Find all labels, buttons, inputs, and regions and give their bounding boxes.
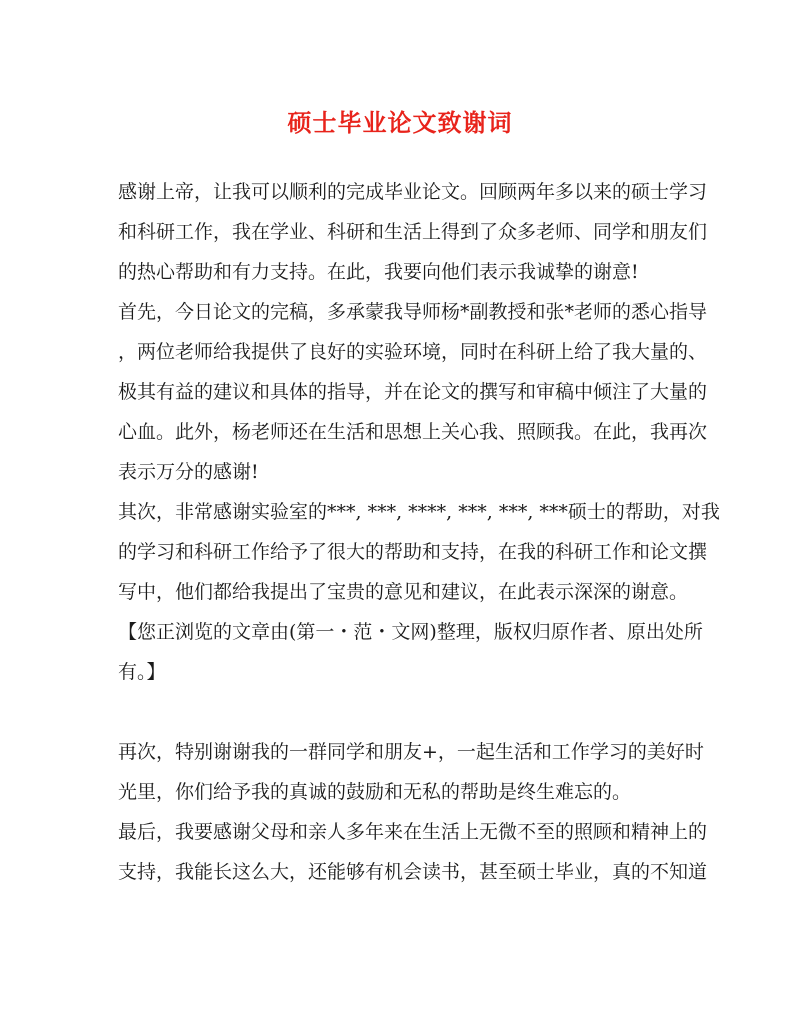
paragraph-gap bbox=[118, 692, 688, 732]
text-line: 的学习和科研工作给予了很大的帮助和支持，在我的科研工作和论文撰 bbox=[118, 541, 708, 563]
document-body bbox=[118, 172, 720, 892]
text-line: 【您正浏览的文章由(第一・范・文网)整理，版权归原作者、原出处所 bbox=[118, 621, 703, 643]
text-line: 心血。此外，杨老师还在生活和思想上关心我、照顾我。在此，我再次 bbox=[118, 421, 708, 443]
text-line: 有。】 bbox=[118, 661, 166, 683]
text-line: ，两位老师给我提供了良好的实验环境，同时在科研上给了我大量的、 bbox=[118, 341, 708, 363]
text-line: 最后，我要感谢父母和亲人多年来在生活上无微不至的照顾和精神上的 bbox=[118, 821, 708, 843]
text-line: 其次，非常感谢实验室的***, ***, ****, ***, ***, ***硕士的帮助，对我 bbox=[118, 501, 720, 523]
text-line: 首先，今日论文的完稿，多承蒙我导师杨*副教授和张*老师的悉心指导 bbox=[118, 301, 708, 323]
text-line: 写中，他们都给我提出了宝贵的意见和建议，在此表示深深的谢意。 bbox=[118, 581, 689, 603]
text-line: 支持，我能长这么大，还能够有机会读书，甚至硕士毕业，真的不知道 bbox=[118, 861, 708, 883]
text-line: 光里，你们给予我的真诚的鼓励和无私的帮助是终生难忘的。 bbox=[118, 781, 632, 803]
text-line: 感谢上帝，让我可以顺利的完成毕业论文。回顾两年多以来的硕士学习 bbox=[118, 181, 708, 203]
text-line: 的热心帮助和有力支持。在此，我要向他们表示我诚挚的谢意! bbox=[118, 261, 639, 283]
text-line: 再次，特别谢谢我的一群同学和朋友+，一起生活和工作学习的美好时 bbox=[118, 741, 704, 763]
text-line: 极其有益的建议和具体的指导，并在论文的撰写和审稿中倾注了大量的 bbox=[118, 381, 708, 403]
text-line: 和科研工作，我在学业、科研和生活上得到了众多老师、同学和朋友们 bbox=[118, 221, 708, 243]
text-line: 表示万分的感谢! bbox=[118, 461, 259, 483]
document-title: 硕士毕业论文致谢词 bbox=[287, 108, 513, 137]
